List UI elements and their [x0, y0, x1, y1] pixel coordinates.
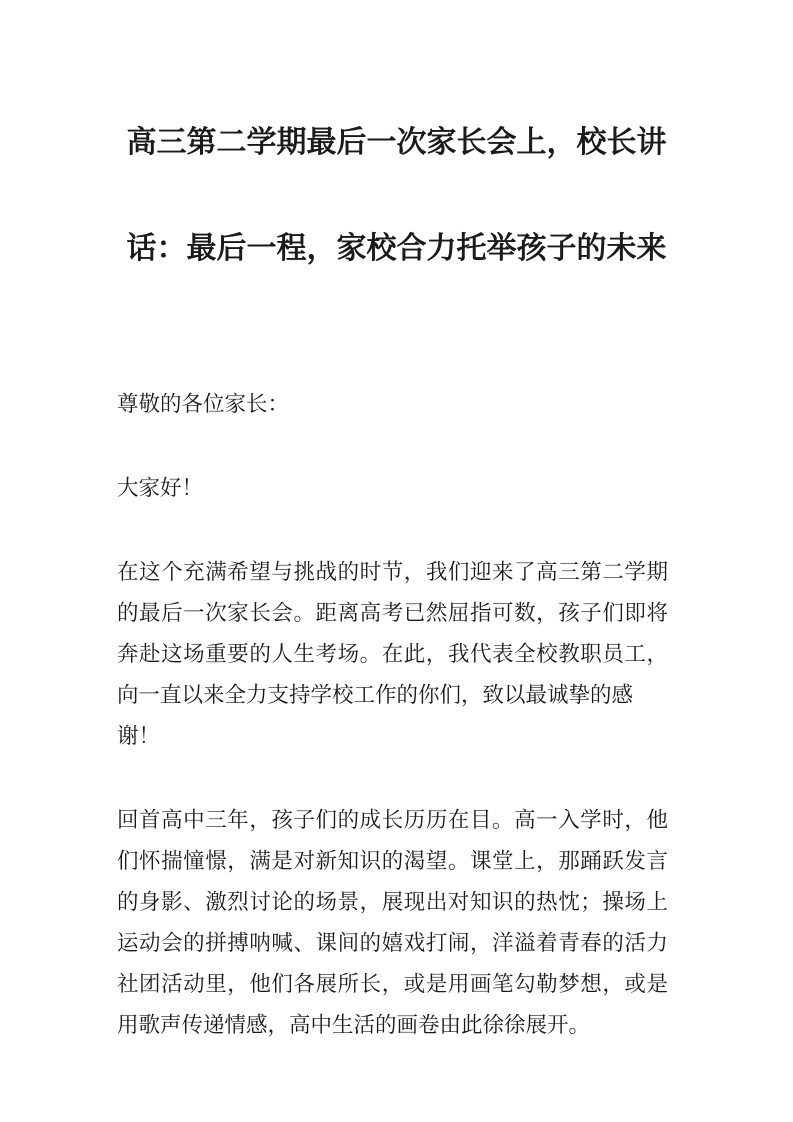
- paragraph-review: [117, 800, 668, 1046]
- document-title-line: 高三第二学期最后一次家长会上，校长讲: [126, 126, 667, 159]
- text-line: 运动会的拼搏呐喊、课间的嬉戏打闹，洋溢着青春的活力: [117, 931, 668, 955]
- text-line: 在这个充满希望与挑战的时节，我们迎来了高三第二学期: [117, 560, 668, 584]
- text-line: 奔赴这场重要的人生考场。在此，我代表全校教职员工，: [117, 642, 668, 666]
- text-line: 大家好！: [117, 476, 204, 500]
- document-body: [117, 384, 668, 1046]
- text-line: 尊敬的各位家长：: [117, 392, 290, 416]
- text-line: 们怀揣憧憬，满是对新知识的渴望。课堂上，那踊跃发言: [117, 849, 668, 873]
- paragraph-opening: [117, 552, 668, 757]
- text-line: 用歌声传递情感，高中生活的画卷由此徐徐展开。: [117, 1013, 591, 1037]
- text-line: 回首高中三年，孩子们的成长历历在目。高一入学时，他: [117, 808, 668, 832]
- paragraph-salutation: [117, 384, 668, 425]
- text-line: 的身影、激烈讨论的场景，展现出对知识的热忱；操场上: [117, 890, 668, 914]
- text-line: 向一直以来全力支持学校工作的你们，致以最诚挚的感谢！: [117, 683, 634, 748]
- text-line: 的最后一次家长会。距离高考已然屈指可数，孩子们即将: [117, 601, 668, 625]
- text-line: 社团活动里，他们各展所长，或是用画笔勾勒梦想，或是: [117, 972, 668, 996]
- document-title-line: 话：最后一程，家校合力托举孩子的未来: [126, 232, 667, 265]
- document-title: [0, 0, 793, 302]
- paragraph-hello: [117, 468, 668, 509]
